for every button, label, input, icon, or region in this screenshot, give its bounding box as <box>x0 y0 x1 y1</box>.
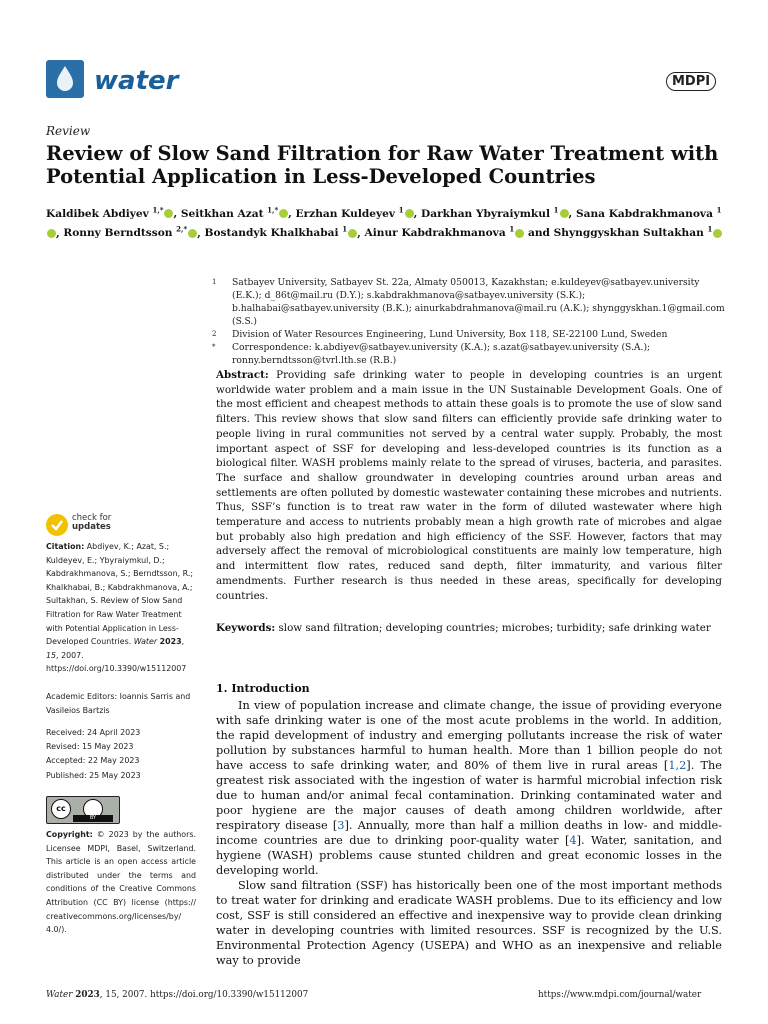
orcid-icon[interactable] <box>560 209 569 218</box>
introduction-body <box>216 698 722 968</box>
citation-journal: Water <box>133 637 158 647</box>
check-line-1: check for <box>72 513 112 523</box>
by-label: BY <box>73 815 113 822</box>
author-affiliation-mark: 2,* <box>176 224 188 234</box>
affiliation-number: 2 <box>212 330 217 338</box>
citation-year: 2023 <box>159 637 182 647</box>
reference-link[interactable]: 1,2 <box>668 759 687 772</box>
author-name: Kaldibek Abdiyev $^{1,*}$ <box>46 208 173 220</box>
footer-doi[interactable]: , 15, 2007. https://doi.org/10.3390/w15112007 <box>99 990 309 1000</box>
journal-logo-icon <box>46 60 84 98</box>
date-accepted: Accepted: 22 May 2023 <box>46 756 140 766</box>
article-type: Review <box>46 124 91 138</box>
abstract-text: Providing safe drinking water to people in developing countries is an urgent worldwide water problem and a main issue in the UN Sustainable Development Goals. One of the most efficient and cheapest methods to attain these goals is to promote the use of slow sand filters. This review shows that slow sand filters can efficiently provide safe drinking water to people living in rural communities not served by a central water supply. Probably, the most important aspect of SSF for developing and less-developed countries is its function as a biological filter. WASH problems mainly relate to the spread of viruses, bacteria, and parasites. The surface and shallow groundwater in developing countries around urban areas and settlements are often polluted by domestic wastewater containing these microbes and nutrients. Thus, SSF’s function is to treat raw water in the form of diluted wastewater where high temperature and access to nutrients probably mean a high growth rate of microbes and algae but probably also high predation and high efficiency of the SSF. However, factors that may adversely affect the removal of microbiological constituents are mainly low temperature, high and intermittent flow rates, reduced sand depth, filter immaturity, and various filter amendments. Further research is thus needed in these areas, specifically for developing countries. <box>216 369 722 602</box>
orcid-icon[interactable] <box>713 229 722 238</box>
affiliation-number: * <box>212 343 216 351</box>
author-name: and Shynggyskhan Sultakhan $^1$ <box>528 227 722 239</box>
orcid-icon[interactable] <box>164 209 173 218</box>
section-heading: 1. Introduction <box>216 682 310 695</box>
author-name: Sana Kabdrakhmanova $^1$ <box>46 208 722 240</box>
affiliation-text: Correspondence: k.abdiyev@satbayev.university (K.A.); s.azat@satbayev.university (S.A.); ronny.berndtsson@tvrl.lth.se (R.B.) <box>232 342 651 366</box>
text-run: ]. Annually, more than half a million deaths in low- and middle-income countries are due to drinking poor-quality water [ <box>216 819 723 847</box>
citation-block: Citation: Abdiyev, K.; Azat, S.; Kuldeyev, E.; Ybyraiymkul, D.; Kabdrakhmanova, S.; Berndtsson, R.; Khalkhabai, B.; Kabdrakhmanova, A.; Sultakhan, S. Review of Slow Sand Filtration for Raw Water Treatment with Potential Application in Less-Developed Countries. Water 2023, 15, 2007. https://doi.org/10.3390/w15112007 <box>46 542 194 674</box>
cc-symbol: cc <box>51 799 71 819</box>
journal-name: water <box>94 66 179 96</box>
orcid-icon[interactable] <box>348 229 357 238</box>
author-name: Darkhan Ybyraiymkul $^1$ <box>421 208 569 220</box>
citation-label: Citation: <box>46 542 85 551</box>
keywords-text: slow sand filtration; developing countries; microbes; turbidity; safe drinking water <box>278 622 711 634</box>
abstract <box>216 368 722 603</box>
author-name: Ronny Berndtsson $^{2,*}$ <box>63 227 197 239</box>
author-affiliation-mark: 1 <box>716 205 722 214</box>
keywords <box>216 622 722 634</box>
author-affiliation-mark: 1 <box>707 224 713 234</box>
paragraph: Slow sand filtration (SSF) has historically been one of the most important methods to treat water for drinking and eradicate WASH problems. Due to its efficiency and low cost, SSF is still considered an effective and inexpensive way to provide clean drinking water in developing countries with limited resources. SSF is recognized by the U.S. Environmental Protection Agency (USEPA) and WHO as an inexpensive and reliable way to provide <box>216 879 722 967</box>
affiliation-row <box>212 276 732 328</box>
author-affiliation-mark: 1 <box>342 224 348 234</box>
author-affiliation-mark: 1,* <box>152 205 164 214</box>
author-affiliation-mark: 1 <box>398 205 404 214</box>
orcid-icon[interactable] <box>188 229 197 238</box>
affiliations <box>212 276 732 367</box>
author-name: Bostandyk Khalkhabai $^1$ <box>205 227 358 239</box>
footer-journal: Water <box>46 990 73 1000</box>
author-affiliation-mark: 1 <box>509 224 515 234</box>
orcid-icon[interactable] <box>47 229 56 238</box>
affiliation-text: Satbayev University, Satbayev St. 22a, Almaty 050013, Kazakhstan; e.kuldeyev@satbayev.university (E.K.); d_86t@mail.ru (D.Y.); s.kabdrakhmanova@satbayev.university (S.K.); b.halhabai@satbayev.university (B.K.); ainurkabdrahmanova@mail.ru (A.K.); shynggyskhan.1@gmail.com (S.S.) <box>232 277 725 327</box>
copyright-text: © 2023 by the authors. Licensee MDPI, Basel, Switzerland. This article is an open access article distributed under the terms and conditions of the Creative Commons Attribution (CC BY) license (https:// creativecommons.org/licenses/by/ 4.0/). <box>46 830 196 935</box>
publisher-logo: MDPI <box>666 72 716 91</box>
article-title: Review of Slow Sand Filtration for Raw Water Treatment with Potential Application in Less-Developed Countries <box>46 142 719 188</box>
author-name: Erzhan Kuldeyev $^1$ <box>296 208 414 220</box>
keywords-label: Keywords: <box>216 622 276 634</box>
date-received: Received: 24 April 2023 <box>46 728 141 737</box>
check-for-updates-icon[interactable] <box>46 514 68 536</box>
author-affiliation-mark: 1,* <box>267 205 279 214</box>
orcid-icon[interactable] <box>515 229 524 238</box>
text-run: ]. Water, sanitation, and hygiene (WASH) problems cause stunted children and great economic losses in the developing world. <box>216 834 723 877</box>
citation-pages[interactable]: , 2007. https://doi.org/10.3390/w15112007 <box>46 650 187 674</box>
cc-by-license-icon[interactable] <box>46 796 120 824</box>
author-name: Seitkhan Azat $^{1,*}$ <box>181 208 288 220</box>
citation-volume: 15 <box>46 650 57 660</box>
reference-link[interactable]: 4 <box>569 834 577 847</box>
author-affiliation-mark: 1 <box>553 205 559 214</box>
check-line-2: updates <box>72 522 111 532</box>
copyright-notice <box>46 828 196 937</box>
paragraph <box>216 698 722 878</box>
affiliation-row <box>212 341 732 367</box>
abstract-label: Abstract: <box>216 369 269 381</box>
date-published: Published: 25 May 2023 <box>46 770 141 780</box>
academic-editors: Academic Editors: Ioannis Sarris and Vasileios Bartzis <box>46 692 191 715</box>
citation-text: Abdiyev, K.; Azat, S.; Kuldeyev, E.; Ybyraiymkul, D.; Kabdrakhmanova, S.; Berndtsson, R.; Khalkhabai, B.; Kabdrakhmanova, A.; Sultakhan, S. Review of Slow Sand Filtration for Raw Water Treatment with Potential Application in Less-Developed Countries. <box>46 542 194 647</box>
affiliation-number: 1 <box>212 278 217 286</box>
text-run: In view of population increase and climate change, the issue of providing everyone with safe drinking water is one of the most acute problems in the world. In addition, the rapid development of industry and emerging pollutants increase the risk of water pollution by substances harmful to human health. More than 1 billion people do not have access to safe drinking water, and 80% of them live in rural areas [ <box>216 699 722 772</box>
copyright-label: Copyright: <box>46 830 93 839</box>
orcid-icon[interactable] <box>405 209 414 218</box>
author-name: Ainur Kabdrakhmanova $^1$ <box>365 227 525 239</box>
footer-citation <box>46 990 308 1000</box>
footer-year: 2023 <box>75 990 100 1000</box>
check-for-updates-link[interactable] <box>72 514 111 532</box>
affiliation-text: Division of Water Resources Engineering, Lund University, Box 118, SE-22100 Lund, Sweden <box>232 329 668 340</box>
footer-journal-url[interactable]: https://www.mdpi.com/journal/water <box>538 990 702 1000</box>
article-dates <box>46 726 196 783</box>
orcid-icon[interactable] <box>279 209 288 218</box>
reference-link[interactable]: 3 <box>337 819 345 832</box>
date-revised: Revised: 15 May 2023 <box>46 742 134 752</box>
text-run: ]. The greatest risk associated with the ingestion of water is harmful microbial infection risk due to human and/or animal fecal contamination. Drinking contaminated water and poor hygiene are the major causes of death among children worldwide, after respiratory disease [ <box>216 759 722 832</box>
author-list: Kaldibek Abdiyev $^{1,*}$ , Seitkhan Azat $^{1,*}$ , Erzhan Kuldeyev $^1$ , Darkhan Ybyraiymkul $^1$ , Sana Kabdrakhmanova $^1$, Ronny Berndtsson $^{2,*}$ , Bostandyk Khalkhabai $^1$ , Ainur Kabdrakhmanova $^1$ and Shynggyskhan Sultakhan $^1$ <box>46 205 722 240</box>
affiliation-row <box>212 328 732 341</box>
